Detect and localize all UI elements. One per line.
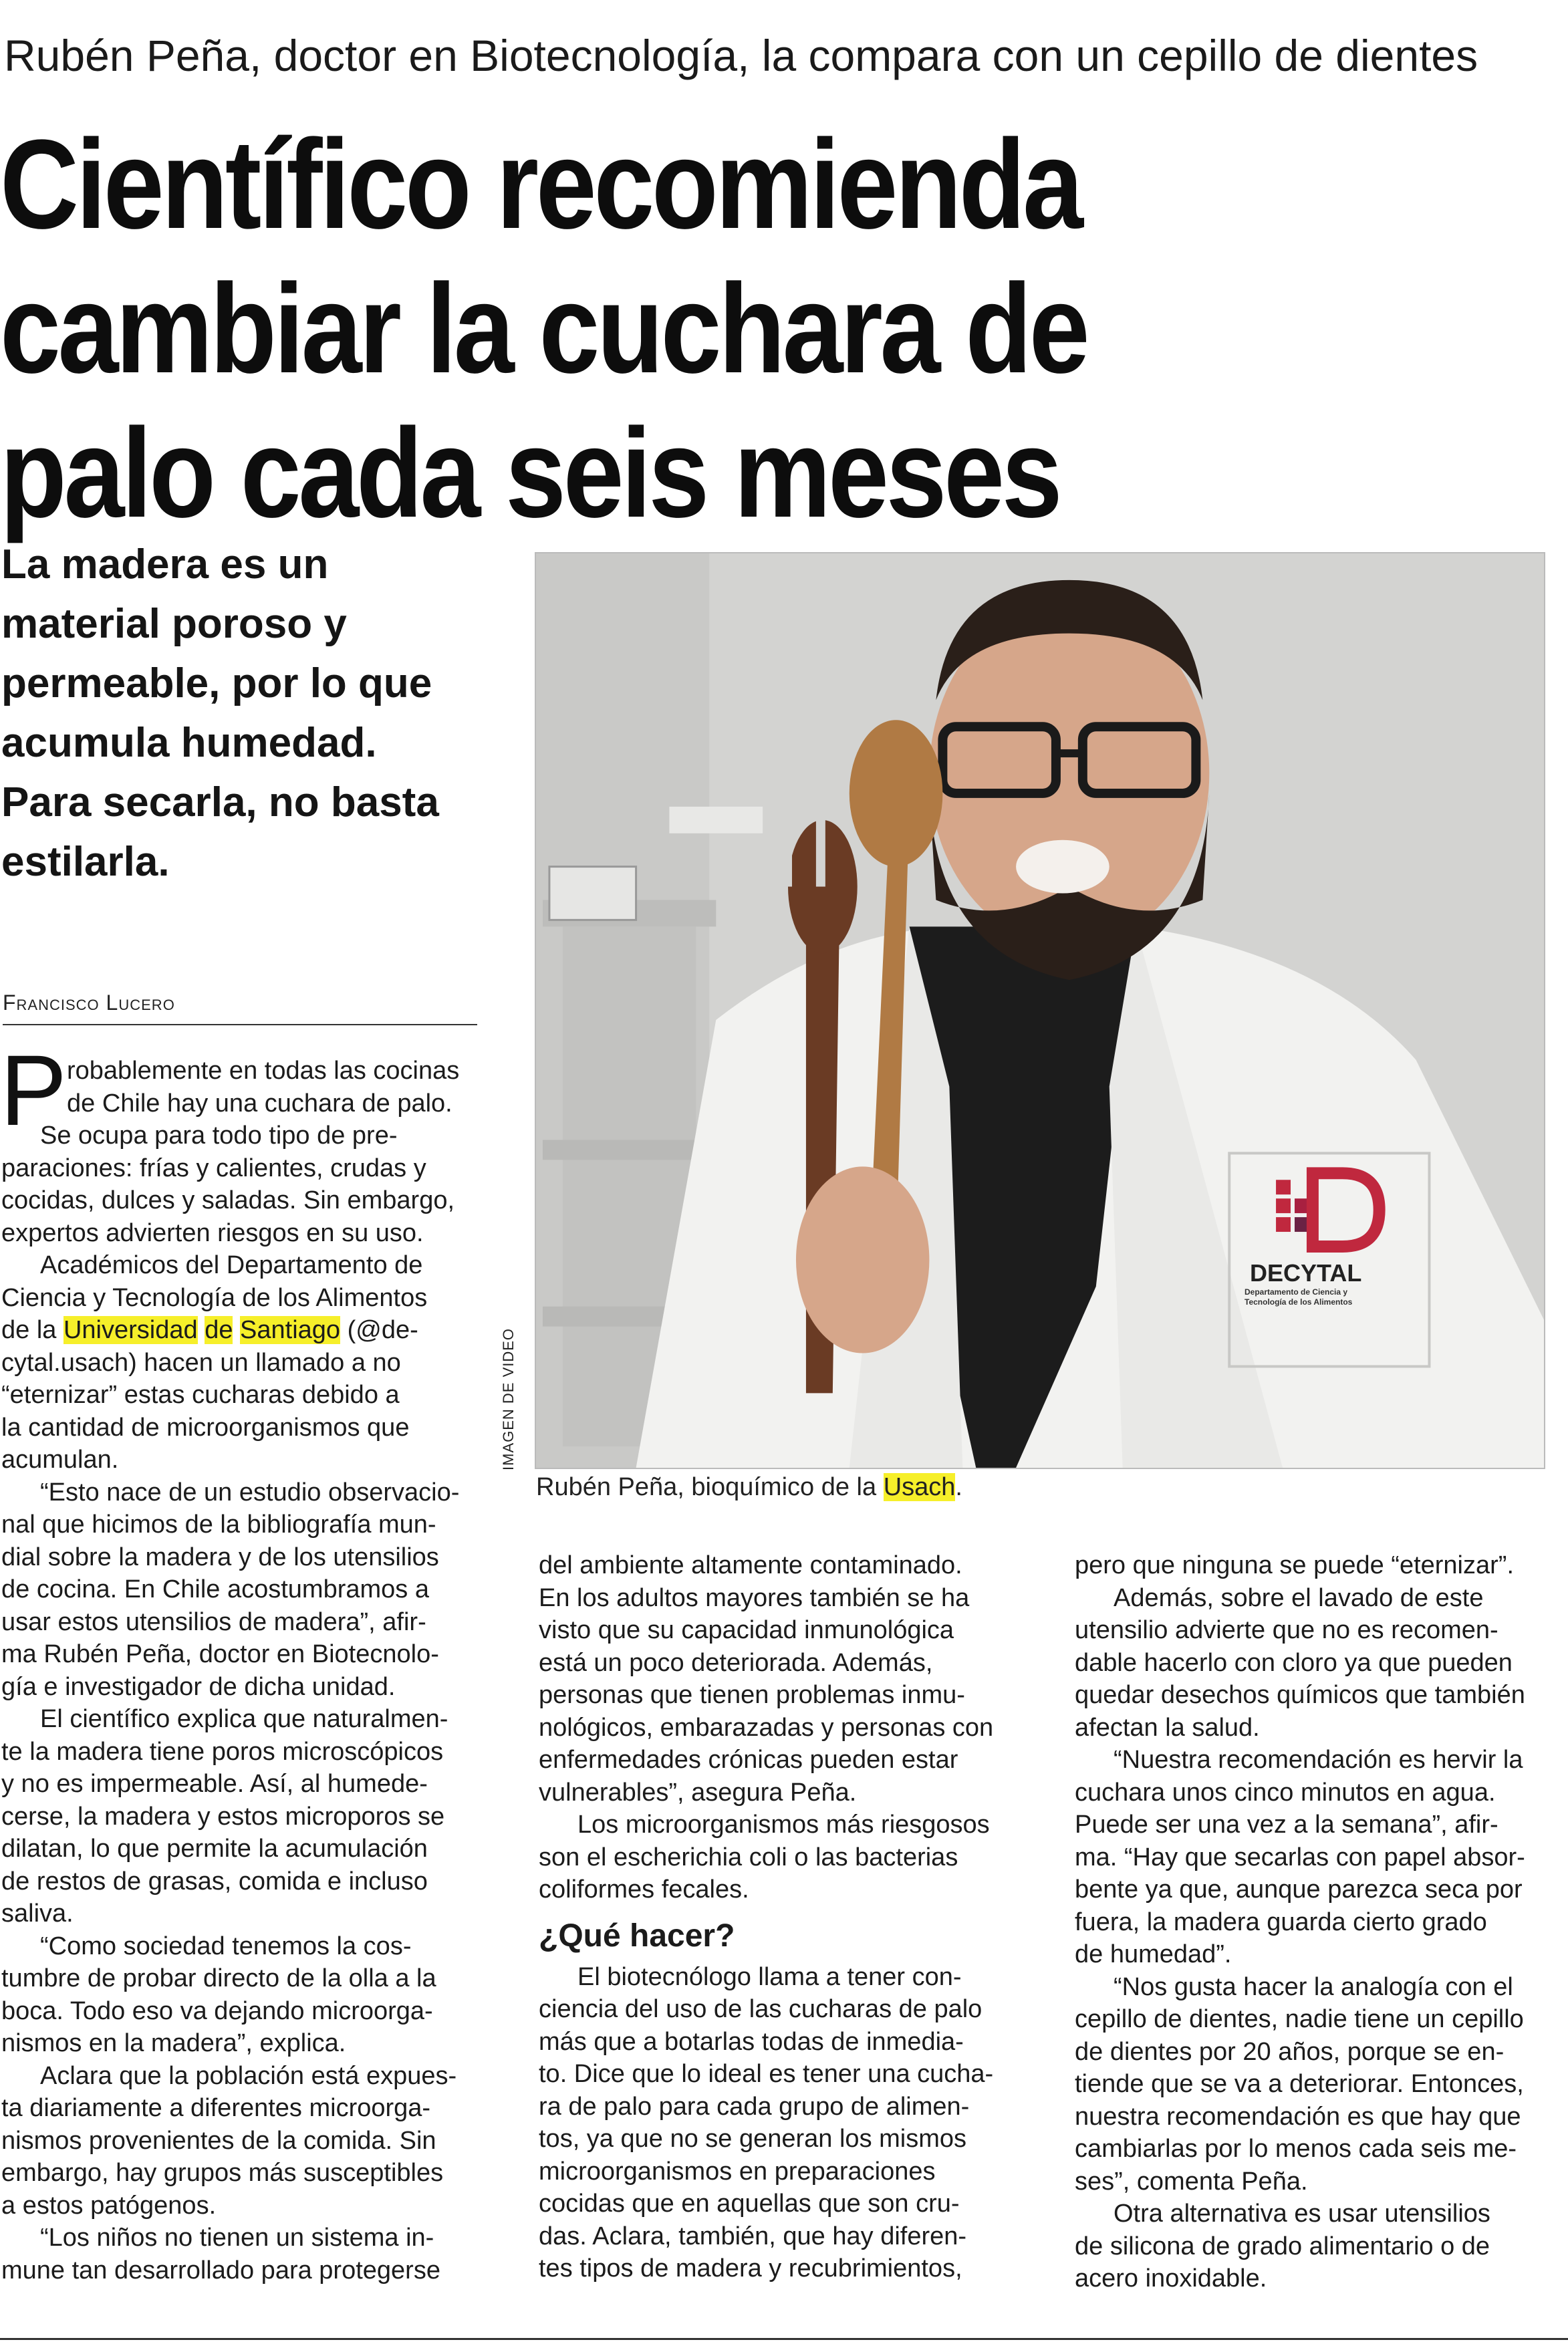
body-text: (@de- (340, 1316, 418, 1344)
body-line: de cocina. En Chile acostumbramos a (1, 1575, 429, 1603)
body-line: enfermedades crónicas pueden estar (539, 1746, 958, 1774)
body-line: personas que tienen problemas inmu- (539, 1681, 965, 1709)
body-line: embargo, hay grupos más susceptibles (1, 2159, 444, 2187)
body-line: ra de palo para cada grupo de alimen- (539, 2092, 970, 2121)
footer-rule (0, 2338, 1568, 2340)
body-line: tumbre de probar directo de la olla a la (1, 1964, 436, 1992)
body-text: de la (1, 1316, 63, 1344)
body-line (1, 1314, 483, 1347)
body-line: afectan la salud. (1075, 1713, 1260, 1742)
article-photo (535, 552, 1545, 1469)
body-line: tiende que se va a deteriorar. Entonces, (1075, 2070, 1524, 2098)
deck-line: material poroso y (1, 601, 347, 647)
body-line: de silicona de grado alimentario o de (1075, 2232, 1490, 2260)
body-line: microorganismos en preparaciones (539, 2157, 936, 2186)
photo-credit: IMAGEN DE VIDEO (500, 1327, 517, 1470)
drop-cap: P (0, 1034, 68, 1146)
body-text (233, 1316, 240, 1344)
body-line: nismos en la madera”, explica. (1, 2029, 346, 2057)
body-line: Los microorganismos más riesgosos (577, 1811, 990, 1839)
body-line: usar estos utensilios de madera”, afir- (1, 1607, 426, 1636)
body-line: gía e investigador de dicha unidad. (1, 1672, 396, 1701)
body-line: visto que su capacidad inmunológica (539, 1616, 954, 1644)
highlighted-term: de (205, 1316, 233, 1344)
body-line: dilatan, lo que permite la acumulación (1, 1835, 428, 1863)
body-line: nológicos, embarazadas y personas con (539, 1713, 994, 1742)
body-line: del ambiente altamente contaminado. (539, 1551, 962, 1579)
body-line: ta diariamente a diferentes microorga- (1, 2094, 431, 2122)
body-line: En los adultos mayores también se ha (539, 1583, 970, 1612)
body-line: acumulan. (1, 1446, 119, 1474)
logo-subtitle-line: Departamento de Ciencia y (1245, 1287, 1348, 1297)
body-line: “Nos gusta hacer la analogía con el (1114, 1972, 1513, 2001)
body-line: pero que ninguna se puede “eternizar”. (1075, 1551, 1515, 1579)
body-line: Puede ser una vez a la semana”, afir- (1075, 1811, 1498, 1839)
body-text (198, 1316, 205, 1344)
body-line: cepillo de dientes, nadie tiene un cepillo (1075, 2005, 1524, 2033)
body-line: das. Aclara, también, que hay diferen- (539, 2222, 967, 2250)
body-line: utensilio advierte que no es recomen- (1075, 1616, 1498, 1644)
body-line: tos, ya que no se generan los mismos (539, 2125, 967, 2153)
deck-line: Para secarla, no basta (1, 779, 439, 825)
body-line: nal que hicimos de la bibliografía mun- (1, 1511, 436, 1539)
logo-subtitle (1245, 1287, 1352, 1307)
body-line: cuchara unos cinco minutos en agua. (1075, 1778, 1496, 1807)
byline: Francisco Lucero (3, 991, 477, 1025)
body-line: paraciones: frías y calientes, crudas y (1, 1154, 426, 1182)
deck-line: acumula humedad. (1, 720, 377, 766)
deck-line: permeable, por lo que (1, 660, 432, 706)
body-line: to. Dice que lo ideal es tener una cucha- (539, 2060, 994, 2088)
body-line: ses”, comenta Peña. (1075, 2167, 1308, 2196)
body-line: cocidas que en aquellas que son cru- (539, 2190, 960, 2218)
body-line: Además, sobre el lavado de este (1114, 1583, 1484, 1612)
body-line: boca. Todo eso va dejando microorga- (1, 1996, 433, 2025)
body-line: Aclara que la población está expues- (40, 2061, 457, 2090)
logo-subtitle-line: Tecnología de los Alimentos (1245, 1297, 1353, 1307)
body-line: cambiarlas por lo menos cada seis me- (1075, 2135, 1517, 2163)
headline-line: palo cada seis meses (0, 402, 1060, 544)
body-line: de restos de grasas, comida e incluso (1, 1867, 428, 1896)
article-column-1 (1, 1055, 483, 2287)
deck-line: estilarla. (1, 839, 170, 885)
body-line: son el escherichia coli o las bacterias (539, 1843, 958, 1871)
deck-line: La madera es un (1, 541, 329, 588)
body-line: más que a botarlas todas de inmedia- (539, 2027, 964, 2056)
highlighted-term: Santiago (240, 1316, 341, 1344)
headline (0, 112, 1322, 545)
body-line: Académicos del Departamento de (40, 1251, 423, 1279)
body-line: expertos advierten riesgos en su uso. (1, 1218, 424, 1247)
body-line: vulnerables”, asegura Peña. (539, 1778, 857, 1807)
body-line: dial sobre la madera y de los utensilios (1, 1543, 439, 1571)
body-line: la cantidad de microorganismos que (1, 1413, 410, 1442)
body-line: mune tan desarrollado para protegerse (1, 2256, 440, 2285)
body-line: “Nuestra recomendación es hervir la (1114, 1746, 1523, 1774)
highlighted-term: Universidad (63, 1316, 198, 1344)
photo-caption (536, 1473, 962, 1502)
body-line: El biotecnólogo llama a tener con- (577, 1962, 962, 1991)
caption-end: . (955, 1473, 962, 1501)
body-line: de humedad”. (1075, 1940, 1232, 1968)
body-line: cocidas, dulces y saladas. Sin embargo, (1, 1186, 455, 1214)
body-line: saliva. (1, 1900, 74, 1928)
deck (1, 535, 509, 892)
body-line: “Esto nace de un estudio observacio- (40, 1478, 460, 1507)
body-line: Se ocupa para todo tipo de pre- (40, 1122, 398, 1150)
body-line: robablemente en todas las cocinas (67, 1057, 460, 1085)
body-line: nuestra recomendación es que hay que (1075, 2102, 1521, 2131)
body-line: acero inoxidable. (1075, 2264, 1267, 2293)
body-line: de Chile hay una cuchara de palo. (67, 1089, 452, 1118)
body-line: y no es impermeable. Así, al humede- (1, 1770, 428, 1798)
kicker: Rubén Peña, doctor en Biotecnología, la compara con un cepillo de dientes (4, 31, 1478, 80)
body-line: quedar desechos químicos que también (1075, 1681, 1525, 1709)
article-column-3 (1075, 1549, 1561, 2295)
body-line: Otra alternativa es usar utensilios (1114, 2200, 1490, 2228)
body-line: “eternizar” estas cucharas debido a (1, 1381, 400, 1409)
body-line: cerse, la madera y estos microporos se (1, 1802, 445, 1831)
body-line: bente ya que, aunque parezca seca por (1075, 1875, 1523, 1904)
section-subhead: ¿Qué hacer? (539, 1918, 735, 1954)
body-line: de dientes por 20 años, porque se en- (1075, 2037, 1505, 2066)
body-line: ciencia del uso de las cucharas de palo (539, 1995, 983, 2023)
body-line: “Los niños no tienen un sistema in- (40, 2224, 434, 2252)
body-line: “Como sociedad tenemos la cos- (40, 1932, 412, 1960)
body-line: dable hacerlo con cloro ya que pueden (1075, 1648, 1513, 1677)
body-line: ma. “Hay que secarlas con papel absor- (1075, 1843, 1525, 1871)
body-line: Ciencia y Tecnología de los Alimentos (1, 1283, 428, 1312)
body-line: tes tipos de madera y recubrimientos, (539, 2254, 962, 2283)
body-line: fuera, la madera guarda cierto grado (1075, 1908, 1487, 1936)
headline-line: Científico recomienda (0, 114, 1081, 255)
body-line: ma Rubén Peña, doctor en Biotecnolo- (1, 1640, 439, 1668)
body-line: coliformes fecales. (539, 1875, 749, 1904)
caption-text: Rubén Peña, bioquímico de la (536, 1473, 884, 1501)
logo-wordmark: DECYTAL (1250, 1259, 1362, 1287)
body-line: está un poco deteriorada. Además, (539, 1648, 933, 1677)
body-line: a estos patógenos. (1, 2191, 217, 2220)
body-line: El científico explica que naturalmen- (40, 1705, 448, 1733)
body-line: te la madera tiene poros microscópicos (1, 1737, 444, 1766)
headline-line: cambiar la cuchara de (0, 258, 1087, 400)
scientist-photo-illustration (536, 553, 1544, 1468)
caption-highlight: Usach (883, 1473, 956, 1501)
body-line: cytal.usach) hacen un llamado a no (1, 1348, 401, 1377)
body-line: nismos provenientes de la comida. Sin (1, 2126, 436, 2155)
article-column-2 (539, 1549, 1027, 2285)
